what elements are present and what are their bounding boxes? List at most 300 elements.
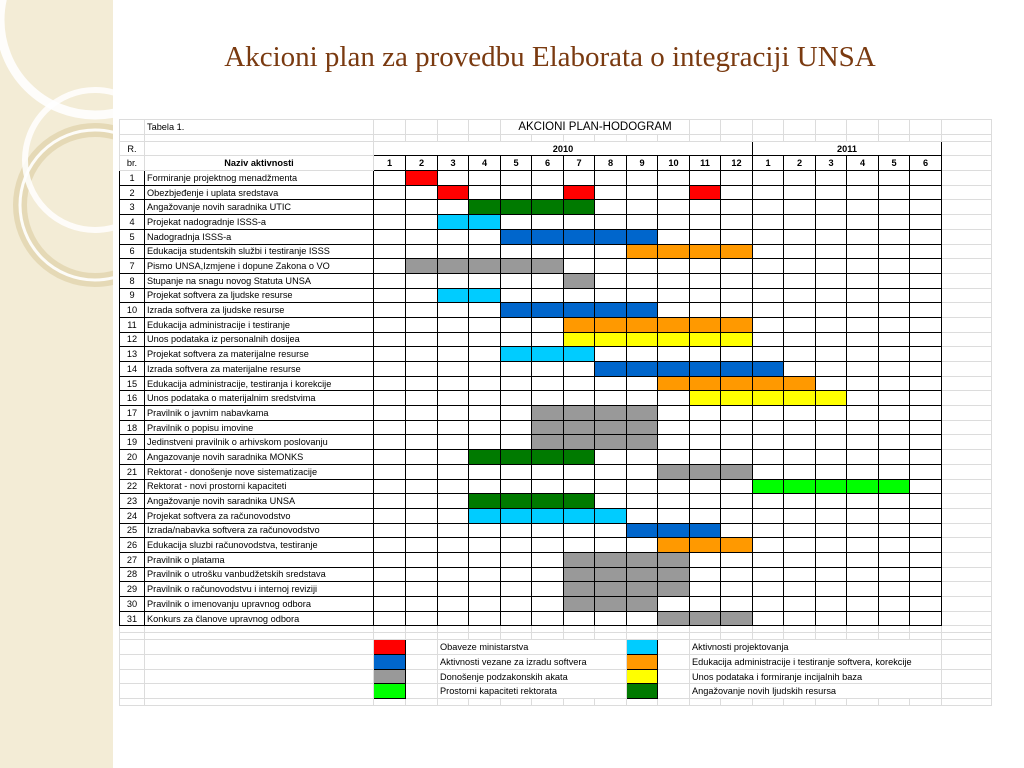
- gantt-empty-cell: [469, 582, 501, 597]
- empty-cell: [438, 633, 469, 640]
- gantt-bar-cell: [658, 538, 690, 553]
- gantt-bar-cell: [690, 523, 721, 538]
- gantt-empty-cell: [784, 259, 816, 274]
- gantt-empty-cell: [879, 376, 910, 391]
- gantt-empty-cell: [816, 523, 847, 538]
- gantt-empty-cell: [469, 552, 501, 567]
- gantt-empty-cell: [784, 552, 816, 567]
- gantt-empty-cell: [816, 303, 847, 318]
- gantt-bar-cell: [627, 552, 658, 567]
- gantt-empty-cell: [910, 450, 942, 465]
- gantt-bar-cell: [564, 567, 595, 582]
- gantt-empty-cell: [374, 244, 406, 259]
- gantt-empty-cell: [532, 362, 564, 377]
- empty-cell: [942, 273, 992, 288]
- gantt-empty-cell: [374, 200, 406, 215]
- gantt-bar-cell: [564, 229, 595, 244]
- empty-cell: [942, 362, 992, 377]
- gantt-empty-cell: [406, 332, 438, 347]
- gantt-empty-cell: [564, 376, 595, 391]
- gantt-empty-cell: [753, 538, 784, 553]
- gantt-empty-cell: [847, 362, 879, 377]
- gantt-empty-cell: [690, 215, 721, 230]
- gantt-empty-cell: [690, 450, 721, 465]
- empty-cell: [595, 633, 627, 640]
- empty-cell: [816, 699, 847, 706]
- gantt-bar-cell: [658, 582, 690, 597]
- gantt-empty-cell: [816, 464, 847, 479]
- empty-cell: [595, 626, 627, 633]
- gantt-empty-cell: [532, 479, 564, 494]
- gantt-empty-cell: [406, 347, 438, 362]
- gantt-empty-cell: [532, 538, 564, 553]
- gantt-bar-cell: [501, 450, 532, 465]
- gantt-empty-cell: [753, 171, 784, 186]
- gantt-bar-cell: [721, 376, 753, 391]
- gantt-empty-cell: [469, 611, 501, 626]
- gantt-empty-cell: [753, 597, 784, 612]
- gantt-empty-cell: [406, 229, 438, 244]
- legend-row: [120, 684, 992, 699]
- row-number: 21: [120, 464, 145, 479]
- gantt-empty-cell: [658, 494, 690, 509]
- empty-cell: [438, 120, 469, 135]
- activity-row: [120, 582, 992, 597]
- gantt-empty-cell: [627, 508, 658, 523]
- empty-cell: [942, 699, 992, 706]
- gantt-empty-cell: [784, 567, 816, 582]
- gantt-bar-cell: [532, 303, 564, 318]
- month-header: 6: [910, 156, 942, 171]
- gantt-bar-cell: [532, 406, 564, 421]
- gantt-empty-cell: [438, 303, 469, 318]
- gantt-empty-cell: [501, 376, 532, 391]
- gantt-empty-cell: [374, 479, 406, 494]
- activity-name: Formiranje projektnog menadžmenta: [145, 171, 374, 186]
- gantt-empty-cell: [532, 273, 564, 288]
- gantt-empty-cell: [910, 538, 942, 553]
- gantt-empty-cell: [753, 435, 784, 450]
- empty-cell: [942, 215, 992, 230]
- empty-cell: [374, 626, 406, 633]
- activity-row: [120, 288, 992, 303]
- gantt-empty-cell: [501, 273, 532, 288]
- gantt-empty-cell: [690, 406, 721, 421]
- gantt-empty-cell: [501, 362, 532, 377]
- activity-name: Edukacija administracije i testiranje: [145, 317, 374, 332]
- gantt-bar-cell: [564, 332, 595, 347]
- spacer-row: [120, 699, 992, 706]
- gantt-empty-cell: [784, 288, 816, 303]
- gantt-empty-cell: [501, 332, 532, 347]
- gantt-bar-cell: [784, 376, 816, 391]
- gantt-empty-cell: [469, 185, 501, 200]
- activity-name: Pravilnik o utrošku vanbudžetskih sredstava: [145, 567, 374, 582]
- gantt-bar-cell: [501, 347, 532, 362]
- gantt-empty-cell: [658, 229, 690, 244]
- activity-row: [120, 200, 992, 215]
- empty-cell: [658, 640, 690, 655]
- empty-cell: [145, 640, 374, 655]
- gantt-bar-cell: [627, 567, 658, 582]
- gantt-empty-cell: [847, 215, 879, 230]
- gantt-empty-cell: [532, 523, 564, 538]
- empty-cell: [879, 134, 910, 141]
- empty-cell: [784, 626, 816, 633]
- empty-cell: [910, 633, 942, 640]
- activity-name: Izrada softvera za materijalne resurse: [145, 362, 374, 377]
- gantt-empty-cell: [784, 273, 816, 288]
- activity-name: Projekat softvera za materijalne resurse: [145, 347, 374, 362]
- empty-cell: [942, 611, 992, 626]
- gantt-bar-cell: [595, 582, 627, 597]
- gantt-empty-cell: [627, 479, 658, 494]
- gantt-bar-cell: [658, 317, 690, 332]
- row-number: 12: [120, 332, 145, 347]
- gantt-empty-cell: [406, 288, 438, 303]
- activity-row: [120, 391, 992, 406]
- activity-row: [120, 538, 992, 553]
- gantt-empty-cell: [438, 508, 469, 523]
- gantt-empty-cell: [406, 611, 438, 626]
- month-header: 12: [721, 156, 753, 171]
- gantt-empty-cell: [721, 215, 753, 230]
- gantt-table-body: [120, 120, 992, 706]
- month-header: 1: [374, 156, 406, 171]
- gantt-bar-cell: [595, 332, 627, 347]
- activity-name: Edukacija studentskih službi i testiranje ISSS: [145, 244, 374, 259]
- gantt-empty-cell: [847, 464, 879, 479]
- gantt-empty-cell: [784, 420, 816, 435]
- spacer-row: [120, 134, 992, 141]
- empty-cell: [627, 134, 658, 141]
- gantt-empty-cell: [753, 200, 784, 215]
- empty-cell: [658, 626, 690, 633]
- gantt-empty-cell: [374, 303, 406, 318]
- gantt-empty-cell: [690, 552, 721, 567]
- gantt-empty-cell: [406, 538, 438, 553]
- gantt-empty-cell: [721, 420, 753, 435]
- empty-cell: [942, 626, 992, 633]
- empty-cell: [406, 669, 438, 684]
- gantt-empty-cell: [847, 303, 879, 318]
- gantt-empty-cell: [532, 464, 564, 479]
- month-header: 2: [784, 156, 816, 171]
- activity-row: [120, 332, 992, 347]
- gantt-empty-cell: [784, 406, 816, 421]
- gantt-empty-cell: [753, 450, 784, 465]
- gantt-empty-cell: [910, 347, 942, 362]
- legend-label: Prostorni kapaciteti rektorata: [438, 684, 627, 699]
- gantt-empty-cell: [847, 494, 879, 509]
- empty-cell: [942, 684, 992, 699]
- gantt-empty-cell: [501, 420, 532, 435]
- empty-cell: [145, 633, 374, 640]
- row-number: 2: [120, 185, 145, 200]
- gantt-bar-cell: [627, 317, 658, 332]
- gantt-empty-cell: [438, 391, 469, 406]
- empty-cell: [942, 479, 992, 494]
- empty-cell: [406, 684, 438, 699]
- empty-cell: [469, 633, 501, 640]
- gantt-empty-cell: [658, 508, 690, 523]
- gantt-empty-cell: [501, 406, 532, 421]
- empty-cell: [942, 633, 992, 640]
- gantt-empty-cell: [910, 420, 942, 435]
- empty-cell: [942, 450, 992, 465]
- row-number: 31: [120, 611, 145, 626]
- gantt-empty-cell: [532, 597, 564, 612]
- gantt-empty-cell: [406, 464, 438, 479]
- empty-cell: [942, 538, 992, 553]
- row-number: 5: [120, 229, 145, 244]
- gantt-empty-cell: [753, 185, 784, 200]
- gantt-empty-cell: [816, 288, 847, 303]
- activity-row: [120, 215, 992, 230]
- activity-row: [120, 479, 992, 494]
- gantt-bar-cell: [721, 332, 753, 347]
- gantt-empty-cell: [879, 215, 910, 230]
- gantt-bar-cell: [564, 508, 595, 523]
- gantt-empty-cell: [406, 185, 438, 200]
- empty-cell: [469, 134, 501, 141]
- empty-cell: [406, 626, 438, 633]
- gantt-empty-cell: [438, 464, 469, 479]
- row-number: 8: [120, 273, 145, 288]
- month-header: 4: [469, 156, 501, 171]
- gantt-empty-cell: [690, 582, 721, 597]
- gantt-empty-cell: [658, 420, 690, 435]
- month-header: 7: [564, 156, 595, 171]
- gantt-bar-cell: [532, 200, 564, 215]
- gantt-empty-cell: [658, 171, 690, 186]
- gantt-empty-cell: [784, 523, 816, 538]
- gantt-empty-cell: [721, 479, 753, 494]
- gantt-empty-cell: [469, 317, 501, 332]
- gantt-empty-cell: [816, 347, 847, 362]
- legend-row: [120, 669, 992, 684]
- empty-cell: [942, 347, 992, 362]
- gantt-empty-cell: [721, 347, 753, 362]
- gantt-empty-cell: [910, 508, 942, 523]
- empty-cell: [627, 626, 658, 633]
- empty-cell: [942, 120, 992, 135]
- gantt-empty-cell: [753, 508, 784, 523]
- month-header: 6: [532, 156, 564, 171]
- gantt-bar-cell: [595, 508, 627, 523]
- gantt-empty-cell: [564, 171, 595, 186]
- gantt-empty-cell: [406, 494, 438, 509]
- year-2011-header: 2011: [753, 141, 942, 156]
- gantt-empty-cell: [438, 200, 469, 215]
- gantt-bar-cell: [658, 376, 690, 391]
- empty-cell: [469, 626, 501, 633]
- row-number: 10: [120, 303, 145, 318]
- month-header: 9: [627, 156, 658, 171]
- gantt-empty-cell: [847, 288, 879, 303]
- gantt-empty-cell: [879, 552, 910, 567]
- gantt-bar-cell: [627, 435, 658, 450]
- empty-cell: [816, 633, 847, 640]
- gantt-empty-cell: [627, 200, 658, 215]
- gantt-empty-cell: [658, 435, 690, 450]
- empty-cell: [406, 633, 438, 640]
- activity-row: [120, 523, 992, 538]
- empty-cell: [847, 699, 879, 706]
- gantt-empty-cell: [816, 508, 847, 523]
- empty-cell: [942, 494, 992, 509]
- gantt-bar-cell: [690, 362, 721, 377]
- gantt-bar-cell: [595, 420, 627, 435]
- empty-cell: [784, 699, 816, 706]
- empty-cell: [658, 655, 690, 670]
- gantt-empty-cell: [879, 406, 910, 421]
- gantt-empty-cell: [406, 435, 438, 450]
- gantt-bar-cell: [595, 317, 627, 332]
- gantt-bar-cell: [501, 494, 532, 509]
- gantt-bar-cell: [532, 259, 564, 274]
- row-number: 6: [120, 244, 145, 259]
- gantt-empty-cell: [374, 552, 406, 567]
- gantt-empty-cell: [879, 362, 910, 377]
- gantt-empty-cell: [374, 464, 406, 479]
- gantt-empty-cell: [879, 538, 910, 553]
- gantt-empty-cell: [910, 391, 942, 406]
- empty-cell: [942, 288, 992, 303]
- gantt-empty-cell: [406, 567, 438, 582]
- month-header: 10: [658, 156, 690, 171]
- gantt-empty-cell: [406, 508, 438, 523]
- legend-swatch: [374, 640, 406, 655]
- activity-name: Rektorat - novi prostorni kapaciteti: [145, 479, 374, 494]
- activity-name: Edukacija sluzbi računovodstva, testiranje: [145, 538, 374, 553]
- empty-cell: [627, 633, 658, 640]
- gantt-bar-cell: [532, 450, 564, 465]
- empty-cell: [501, 699, 532, 706]
- empty-cell: [469, 120, 501, 135]
- empty-cell: [564, 633, 595, 640]
- gantt-bar-cell: [501, 259, 532, 274]
- gantt-empty-cell: [658, 215, 690, 230]
- empty-cell: [721, 626, 753, 633]
- empty-cell: [942, 523, 992, 538]
- gantt-empty-cell: [406, 362, 438, 377]
- gantt-bar-cell: [469, 508, 501, 523]
- gantt-empty-cell: [595, 391, 627, 406]
- gantt-empty-cell: [690, 420, 721, 435]
- gantt-empty-cell: [721, 288, 753, 303]
- gantt-empty-cell: [469, 273, 501, 288]
- gantt-empty-cell: [847, 391, 879, 406]
- gantt-empty-cell: [879, 391, 910, 406]
- gantt-empty-cell: [816, 200, 847, 215]
- row-number: 7: [120, 259, 145, 274]
- empty-cell: [120, 626, 145, 633]
- gantt-bar-cell: [721, 317, 753, 332]
- gantt-empty-cell: [406, 582, 438, 597]
- empty-cell: [564, 699, 595, 706]
- empty-cell: [564, 626, 595, 633]
- gantt-empty-cell: [784, 611, 816, 626]
- activity-row: [120, 185, 992, 200]
- gantt-empty-cell: [532, 332, 564, 347]
- gantt-empty-cell: [501, 244, 532, 259]
- row-number: 17: [120, 406, 145, 421]
- gantt-empty-cell: [374, 317, 406, 332]
- gantt-bar-cell: [690, 464, 721, 479]
- gantt-empty-cell: [438, 332, 469, 347]
- empty-cell: [120, 134, 145, 141]
- empty-cell: [469, 699, 501, 706]
- gantt-empty-cell: [910, 244, 942, 259]
- gantt-empty-cell: [595, 288, 627, 303]
- gantt-empty-cell: [847, 450, 879, 465]
- decorative-arcs: [0, 0, 113, 768]
- activity-row: [120, 567, 992, 582]
- gantt-empty-cell: [532, 317, 564, 332]
- empty-cell: [690, 633, 721, 640]
- gantt-empty-cell: [690, 347, 721, 362]
- empty-cell: [406, 699, 438, 706]
- legend-swatch: [374, 684, 406, 699]
- gantt-bar-cell: [469, 288, 501, 303]
- gantt-empty-cell: [784, 229, 816, 244]
- empty-cell: [942, 229, 992, 244]
- legend-swatch: [627, 684, 658, 699]
- month-header: 11: [690, 156, 721, 171]
- gantt-empty-cell: [753, 420, 784, 435]
- gantt-empty-cell: [910, 464, 942, 479]
- gantt-empty-cell: [595, 494, 627, 509]
- gantt-empty-cell: [879, 450, 910, 465]
- gantt-empty-cell: [627, 259, 658, 274]
- gantt-empty-cell: [879, 523, 910, 538]
- gantt-empty-cell: [816, 597, 847, 612]
- gantt-empty-cell: [374, 582, 406, 597]
- gantt-empty-cell: [501, 288, 532, 303]
- row-number: 14: [120, 362, 145, 377]
- gantt-empty-cell: [879, 582, 910, 597]
- empty-cell: [145, 626, 374, 633]
- gantt-empty-cell: [438, 435, 469, 450]
- empty-cell: [374, 633, 406, 640]
- empty-cell: [658, 633, 690, 640]
- activity-name: Pravilnik o javnim nabavkama: [145, 406, 374, 421]
- gantt-empty-cell: [690, 508, 721, 523]
- spacer-row: [120, 626, 992, 633]
- gantt-empty-cell: [784, 362, 816, 377]
- gantt-empty-cell: [501, 391, 532, 406]
- empty-cell: [942, 567, 992, 582]
- gantt-empty-cell: [910, 303, 942, 318]
- gantt-empty-cell: [469, 376, 501, 391]
- gantt-empty-cell: [816, 494, 847, 509]
- gantt-empty-cell: [721, 435, 753, 450]
- name-column-header: Naziv aktivnosti: [145, 156, 374, 171]
- gantt-empty-cell: [501, 567, 532, 582]
- gantt-bar-cell: [784, 391, 816, 406]
- empty-cell: [438, 626, 469, 633]
- gantt-empty-cell: [469, 244, 501, 259]
- gantt-bar-cell: [532, 229, 564, 244]
- gantt-empty-cell: [374, 597, 406, 612]
- empty-cell: [753, 626, 784, 633]
- empty-cell: [942, 552, 992, 567]
- empty-cell: [942, 156, 992, 171]
- gantt-empty-cell: [406, 406, 438, 421]
- gantt-empty-cell: [374, 185, 406, 200]
- gantt-empty-cell: [879, 611, 910, 626]
